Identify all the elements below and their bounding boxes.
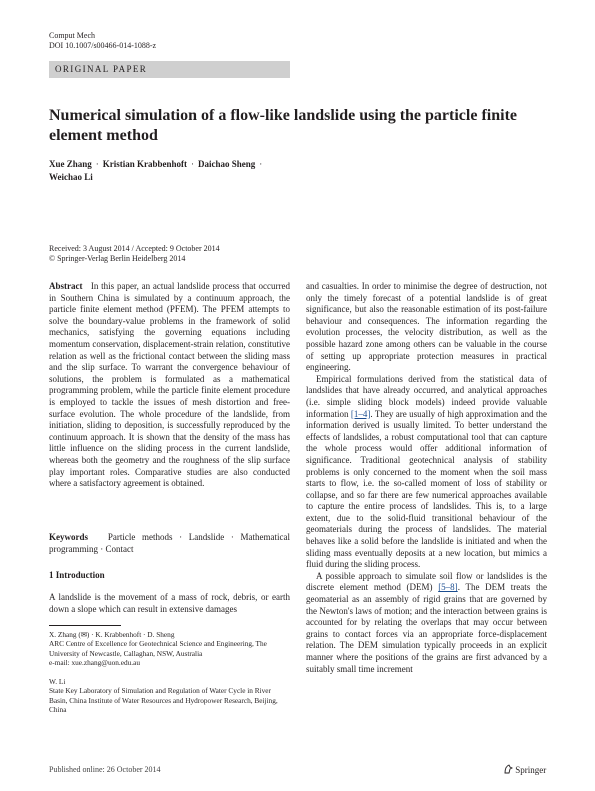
copyright-notice: © Springer-Verlag Berlin Heidelberg 2014 (49, 254, 186, 263)
author-separator: · (259, 159, 263, 169)
body-paragraph: and casualties. In order to minimise the degree of destruction, not only the timely forecast of a potential landslide is of great significance, but also the reasonable estimation of its post-failure behaviour and consequences. The information regarding the evolution processes, the velocity distribution, as well as the possible hazard zone among others can be valuable in the course of setting up appropriate protection measures in practical engineering. (306, 281, 547, 373)
springer-horse-icon (503, 764, 513, 774)
citation-link[interactable]: [5–8] (438, 582, 458, 593)
affiliation-block-2 (49, 677, 290, 715)
publisher-name: Springer (515, 765, 547, 775)
author-list (49, 158, 319, 184)
journal-name: Comput Mech (49, 31, 95, 40)
introduction-paragraph (49, 592, 290, 615)
keywords-text: Particle methods · Landslide · Mathematical programming · Contact (49, 532, 291, 554)
abstract-section (49, 281, 290, 490)
keywords-section (49, 532, 290, 555)
abstract-label: Abstract (49, 281, 83, 291)
affiliation-authors: W. Li (49, 677, 66, 686)
article-type-banner (49, 61, 290, 78)
received-accepted-dates: Received: 3 August 2014 / Accepted: 9 October 2014 (49, 244, 220, 253)
affiliation-institution: ARC Centre of Excellence for Geotechnical Science and Engineering, The University of Newcastle, Callaghan, NSW, Australia (49, 639, 267, 658)
author-separator: · (191, 159, 195, 169)
affiliation-block-1 (49, 630, 290, 668)
keywords-label: Keywords (49, 532, 88, 542)
author-name[interactable]: Xue Zhang (49, 159, 92, 169)
body-paragraph: Empirical formulations derived from the statistical data of landslides that have already occurred, and analytical approaches (i.e. simple sliding block models) indeed provide valuable information [1–4]. They are usually of high approximation and the information derived is usually limited. To better understand the effects of landslides, a robust computational tool that can capture the whole process would offer additional information of significance. Traditional geotechnical analysis of stability problems is only concerned to the moment when the soil mass starts to flow, i.e. the so-called moment of loss of stability or collapse, and so far there are few numerical approaches available to capture the entire process of landslides. This is, to a large extent, due to the solid-fluid transitional behaviour of the geomaterials during the process of landslides. The material behaves like a solid before the landslide is initiated and when the sliding mass eventually deposits at a new location, but mimics a fluid during the sliding process. (306, 373, 547, 570)
body-paragraph: A possible approach to simulate soil flow or landslides is the discrete element method (DEM) [5–8]. The DEM treats the geomaterial as an assembly of rigid grains that are governed by the Newton's laws of motion; and the interaction between grains is accounted for by relating the overlaps that may occur between grains to contact forces via an appropriate force-displacement relation. The DEM simulation typically proceeds in an explicit manner where the positions of the grains are first advanced by a suitably small time increment (306, 570, 547, 674)
footnote-divider (49, 625, 121, 626)
citation-link[interactable]: [1–4] (350, 408, 371, 419)
affiliation-email[interactable]: e-mail: xue.zhang@uon.edu.au (49, 658, 141, 668)
author-name[interactable]: Weichao Li (49, 172, 93, 182)
section-heading-introduction: 1 Introduction (49, 570, 105, 580)
right-column (306, 281, 547, 675)
affiliation-institution: State Key Laboratory of Simulation and Regulation of Water Cycle in River Basin, China Institute of Water Resources and Hydropower Research, Beijing, China (49, 686, 278, 715)
publisher-logo (503, 764, 546, 775)
paper-title: Numerical simulation of a flow-like landslide using the particle finite element method (49, 107, 517, 144)
intro-text: A landslide is the movement of a mass of rock, debris, or earth down a slope which can result in extensive damages (49, 592, 290, 614)
article-type-label: ORIGINAL PAPER (55, 64, 148, 74)
abstract-text: In this paper, an actual landslide process that occurred in Southern China is simulated by a continuum approach, the particle finite element method (PFEM). The PFEM attempts to solve the boundary-value problems in the framework of solid mechanics, satisfying the governing equations including momentum conservation, displacement-strain relation, constitutive relation as well as the frictional contact between the sliding mass and the slip surface. To warrant the convergence behaviour of solutions, the problem is formulated as a mathematical programming problem, while the particle finite element procedure is employed to tackle the issues of mesh distortion and free-surface evolution. The whole procedure of the landslide, from initiation, sliding to deposition, is successfully reproduced by the continuum approach. It is shown that the density of the mass has little influence on the sliding process in the current landslide, whereas both the geometry and the roughness of the slip surface play important roles. Comparative studies are also conducted where a satisfactory agreement is obtained. (49, 281, 290, 489)
doi[interactable]: DOI 10.1007/s00466-014-1088-z (49, 41, 157, 50)
author-name[interactable]: Daichao Sheng (198, 159, 256, 169)
affiliation-authors: X. Zhang (✉) · K. Krabbenhoft · D. Sheng (49, 630, 175, 639)
published-online-date: Published online: 26 October 2014 (49, 765, 161, 774)
author-separator: · (95, 159, 99, 169)
author-name[interactable]: Kristian Krabbenhoft (102, 159, 188, 169)
